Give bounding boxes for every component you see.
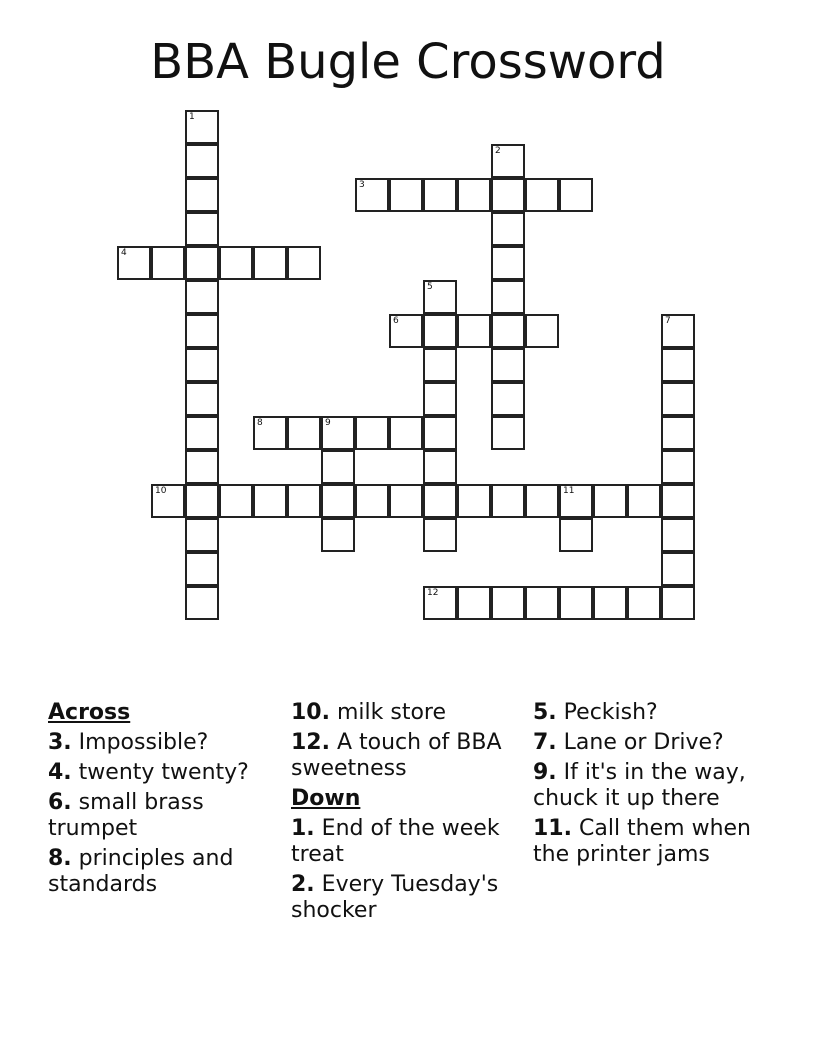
grid-cell[interactable] [423, 314, 457, 348]
grid-cell[interactable] [423, 518, 457, 552]
grid-cell[interactable] [627, 484, 661, 518]
grid-cell[interactable] [253, 416, 287, 450]
grid-cell[interactable] [593, 586, 627, 620]
grid-cell[interactable] [389, 484, 423, 518]
grid-cell[interactable] [559, 586, 593, 620]
grid-cell[interactable] [117, 246, 151, 280]
grid-cell[interactable] [185, 552, 219, 586]
grid-cell[interactable] [661, 450, 695, 484]
grid-cell[interactable] [185, 484, 219, 518]
grid-cell[interactable] [151, 246, 185, 280]
clue-text: Impossible? [78, 730, 209, 755]
grid-cell[interactable] [559, 518, 593, 552]
cell-number: 4 [121, 248, 127, 258]
grid-cell[interactable] [525, 586, 559, 620]
clue-across-6 [48, 790, 278, 842]
page-title: BBA Bugle Crossword [150, 34, 666, 90]
grid-cell[interactable] [491, 178, 525, 212]
grid-cell[interactable] [389, 178, 423, 212]
grid-cell[interactable] [185, 212, 219, 246]
cell-number: 1 [189, 112, 195, 122]
grid-cell[interactable] [321, 484, 355, 518]
grid-cell[interactable] [525, 484, 559, 518]
grid-cell[interactable] [389, 416, 423, 450]
clue-across-3 [48, 730, 278, 756]
clue-number: 8. [48, 846, 72, 871]
grid-cell[interactable] [525, 314, 559, 348]
down-heading: Down [291, 786, 361, 811]
clue-text: Every Tuesday's shocker [291, 872, 499, 923]
grid-cell[interactable] [219, 484, 253, 518]
grid-cell[interactable] [559, 484, 593, 518]
clue-text: principles and standards [48, 846, 234, 897]
grid-cell[interactable] [457, 178, 491, 212]
cell-number: 5 [427, 282, 433, 292]
grid-cell[interactable] [321, 518, 355, 552]
grid-cell[interactable] [627, 586, 661, 620]
clue-down-1 [291, 816, 521, 868]
grid-cell[interactable] [423, 586, 457, 620]
grid-cell[interactable] [457, 484, 491, 518]
grid-cell[interactable] [287, 416, 321, 450]
grid-cell[interactable] [491, 586, 525, 620]
grid-cell[interactable] [491, 484, 525, 518]
clue-text: End of the week treat [291, 816, 500, 867]
grid-cell[interactable] [355, 416, 389, 450]
grid-cell[interactable] [185, 246, 219, 280]
clue-across-12 [291, 730, 521, 782]
grid-cell[interactable] [661, 552, 695, 586]
grid-cell[interactable] [423, 280, 457, 314]
grid-cell[interactable] [185, 450, 219, 484]
clue-text: twenty twenty? [78, 760, 249, 785]
grid-cell[interactable] [491, 416, 525, 450]
clue-text: Peckish? [563, 700, 658, 725]
grid-cell[interactable] [185, 586, 219, 620]
grid-cell[interactable] [661, 382, 695, 416]
cell-number: 11 [563, 486, 575, 496]
cell-number: 8 [257, 418, 263, 428]
grid-cell[interactable] [491, 382, 525, 416]
grid-cell[interactable] [423, 484, 457, 518]
grid-cell[interactable] [253, 484, 287, 518]
clue-down-7 [533, 730, 763, 756]
grid-cell[interactable] [321, 450, 355, 484]
clue-number: 11. [533, 816, 572, 841]
grid-cell[interactable] [491, 212, 525, 246]
grid-cell[interactable] [253, 246, 287, 280]
cell-number: 7 [665, 316, 671, 326]
grid-cell[interactable] [185, 348, 219, 382]
grid-cell[interactable] [661, 314, 695, 348]
clue-number: 12. [291, 730, 330, 755]
grid-cell[interactable] [423, 382, 457, 416]
grid-cell[interactable] [457, 586, 491, 620]
grid-cell[interactable] [321, 416, 355, 450]
grid-cell[interactable] [185, 144, 219, 178]
clue-down-2 [291, 872, 521, 924]
clues-column-2 [291, 700, 521, 928]
grid-cell[interactable] [661, 586, 695, 620]
grid-cell[interactable] [661, 348, 695, 382]
grid-cell[interactable] [661, 518, 695, 552]
grid-cell[interactable] [185, 280, 219, 314]
grid-cell[interactable] [287, 246, 321, 280]
grid-cell[interactable] [151, 484, 185, 518]
grid-cell[interactable] [491, 246, 525, 280]
clue-text: Lane or Drive? [563, 730, 724, 755]
grid-cell[interactable] [185, 314, 219, 348]
clue-number: 3. [48, 730, 72, 755]
clue-down-11 [533, 816, 763, 868]
grid-cell[interactable] [287, 484, 321, 518]
cell-number: 3 [359, 180, 365, 190]
clues-column-3 [533, 700, 763, 872]
grid-cell[interactable] [423, 416, 457, 450]
grid-cell[interactable] [389, 314, 423, 348]
cell-number: 9 [325, 418, 331, 428]
clue-number: 4. [48, 760, 72, 785]
clue-number: 2. [291, 872, 315, 897]
clue-text: Call them when the printer jams [533, 816, 751, 867]
clue-text: milk store [336, 700, 447, 725]
cell-number: 12 [427, 588, 439, 598]
grid-cell[interactable] [219, 246, 253, 280]
clue-number: 5. [533, 700, 557, 725]
grid-cell[interactable] [355, 178, 389, 212]
clue-number: 10. [291, 700, 330, 725]
grid-cell[interactable] [423, 348, 457, 382]
clue-number: 1. [291, 816, 315, 841]
grid-cell[interactable] [185, 110, 219, 144]
grid-cell[interactable] [423, 178, 457, 212]
grid-cell[interactable] [423, 450, 457, 484]
clue-text: A touch of BBA sweetness [291, 730, 502, 781]
grid-cell[interactable] [185, 518, 219, 552]
grid-cell[interactable] [185, 382, 219, 416]
clue-across-8 [48, 846, 278, 898]
grid-cell[interactable] [491, 314, 525, 348]
grid-cell[interactable] [457, 314, 491, 348]
clue-down-5 [533, 700, 763, 726]
grid-cell[interactable] [185, 416, 219, 450]
cell-number: 2 [495, 146, 501, 156]
grid-cell[interactable] [661, 484, 695, 518]
clue-across-4 [48, 760, 278, 786]
clue-text: If it's in the way, chuck it up there [533, 760, 746, 811]
clue-number: 6. [48, 790, 72, 815]
grid-cell[interactable] [593, 484, 627, 518]
grid-cell[interactable] [559, 178, 593, 212]
grid-cell[interactable] [491, 280, 525, 314]
clue-text: small brass trumpet [48, 790, 204, 841]
clue-number: 9. [533, 760, 557, 785]
cell-number: 10 [155, 486, 167, 496]
clue-down-9 [533, 760, 763, 812]
grid-cell[interactable] [491, 348, 525, 382]
clues-column-1 [48, 700, 278, 902]
clue-number: 7. [533, 730, 557, 755]
grid-cell[interactable] [185, 178, 219, 212]
grid-cell[interactable] [525, 178, 559, 212]
cell-number: 6 [393, 316, 399, 326]
clue-across-10 [291, 700, 521, 726]
grid-cell[interactable] [491, 144, 525, 178]
grid-cell[interactable] [661, 416, 695, 450]
grid-cell[interactable] [355, 484, 389, 518]
across-heading: Across [48, 700, 131, 725]
